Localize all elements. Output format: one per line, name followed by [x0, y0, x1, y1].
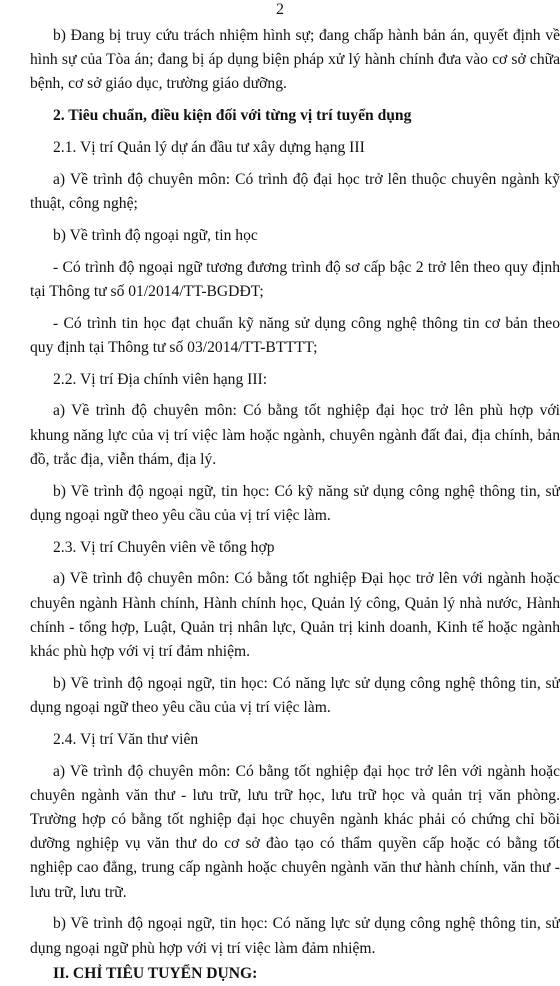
paragraph-cadastral-language-it: b) Về trình độ ngoại ngữ, tin học: Có kỹ năng sử dụng công nghệ thông tin, sử dụng ngoại ngữ theo yêu cầu của vị trí việc làm. [30, 482, 560, 524]
section-heading-recruitment-quota: II. CHỈ TIÊU TUYỂN DỤNG: [53, 964, 258, 982]
page-number: 2 [276, 1, 284, 18]
document-body [30, 24, 560, 986]
subsection-heading-cadastral-officer: 2.2. Vị trí Địa chính viên hạng III: [53, 370, 268, 388]
paragraph-pm-language-it: b) Về trình độ ngoại ngữ, tin học [53, 226, 258, 244]
paragraph-specialist-language-it: b) Về trình độ ngoại ngữ, tin học: Có năng lực sử dụng công nghệ thông tin, sử dụng ngoại ngữ theo yêu cầu của vị trí việc làm. [30, 674, 560, 716]
subsection-heading-project-manager: 2.1. Vị trí Quản lý dự án đầu tư xây dựng hạng III [53, 139, 365, 156]
paragraph-pm-expertise: a) Về trình độ chuyên môn: Có trình độ đại học trở lên thuộc chuyên ngành kỹ thuật, công nghệ; [30, 170, 560, 212]
paragraph-clerk-language-it: b) Về trình độ ngoại ngữ, tin học: Có năng lực sử dụng công nghệ thông tin, sử dụng ngoại ngữ phù hợp với vị trí việc làm đảm nhiệm. [30, 915, 560, 957]
section-heading-criteria: 2. Tiêu chuẩn, điều kiện đối với từng vị trí tuyển dụng [53, 107, 412, 125]
paragraph-cadastral-expertise: a) Về trình độ chuyên môn: Có bằng tốt nghiệp đại học trở lên phù hợp với khung năng lực của vị trí việc làm hoặc ngành, chuyên ngành đất đai, địa chính, bản đồ, trắc địa, viễn thám, địa lý. [30, 402, 560, 468]
paragraph-clerk-expertise: a) Về trình độ chuyên môn: Có bằng tốt nghiệp đại học trở lên với ngành hoặc chuyên ngành văn thư - lưu trữ, lưu trữ học, lưu trữ học và quản trị văn phòng. Trường hợp có bằng tốt nghiệp đại học chuyên ngành khác phải có chứng chỉ bồi dưỡng nghiệp vụ văn thư do cơ sở đào tạo có thẩm quyền cấp hoặc có bằng tốt nghiệp cao đẳng, trung cấp ngành hoặc chuyên ngành văn thư hành chính, văn thư - lưu trữ, lưu trữ. [30, 762, 560, 901]
paragraph-pm-language-requirement: - Có trình độ ngoại ngữ tương đương trình độ sơ cấp bậc 2 trở lên theo quy định tại Thông tư số 01/2014/TT-BGDĐT; [30, 258, 560, 300]
subsection-heading-general-specialist: 2.3. Vị trí Chuyên viên về tổng hợp [53, 538, 275, 556]
paragraph-specialist-expertise: a) Về trình độ chuyên môn: Có bằng tốt nghiệp Đại học trở lên với ngành hoặc chuyên ngành Hành chính, Hành chính học, Quản lý công, Quản lý nhà nước, Hành chính - tổng hợp, Luật, Quản trị nhân lực, Quản trị kinh doanh, Kinh tế hoặc ngành khác phù hợp với vị trí đảm nhiệm. [30, 570, 560, 660]
paragraph-pm-it-requirement: - Có trình tin học đạt chuẩn kỹ năng sử dụng công nghệ thông tin cơ bản theo quy định tại Thông tư số 03/2014/TT-BTTTT; [30, 314, 560, 356]
subsection-heading-clerk: 2.4. Vị trí Văn thư viên [53, 730, 199, 748]
paragraph-criminal-conditions: b) Đang bị truy cứu trách nhiệm hình sự; đang chấp hành bản án, quyết định về hình sự của Tòa án; đang bị áp dụng biện pháp xử lý hành chính đưa vào cơ sở chữa bệnh, cơ sở giáo dục, trường giáo dưỡng. [30, 27, 560, 93]
